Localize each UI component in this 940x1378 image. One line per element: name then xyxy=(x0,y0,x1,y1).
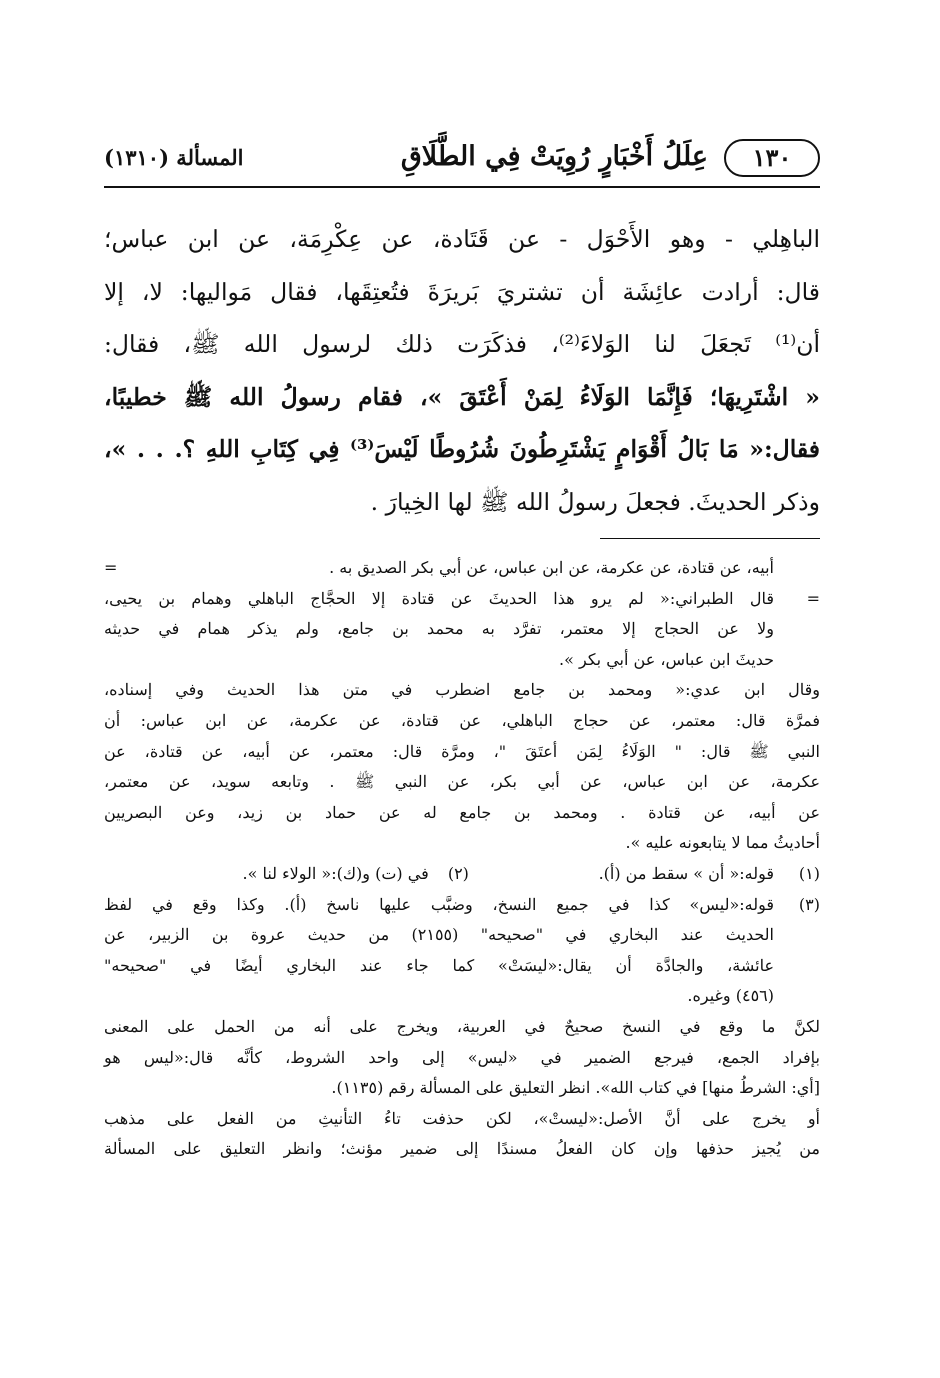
footnote-line: عن أبيه، عن قتادة . ومحمد بن جامع له عن حماد بن زيد، وعن البصريين xyxy=(104,802,820,822)
continuation-mark: = xyxy=(806,588,820,608)
footnote-1-2 xyxy=(104,859,820,890)
footnote-3-line: عائشة، والجادَّة أن يقال:«ليسَتْ» كما جاء عند البخاري أيضًا في "صحيحه" xyxy=(104,955,774,975)
footnote-line: وقال ابن عدي:« ومحمد بن جامع اضطرب في متن هذا الحديث وفي إسناده، xyxy=(104,680,820,700)
footnote-line: أحاديثُ مما لا يتابعونه عليه ». xyxy=(625,833,820,853)
continuation-mark: = xyxy=(104,558,118,577)
main-line: قال: أرادت عائِشَة أن تشتريَ بَريرَةَ فتُعتِقَها، فقال مَواليها: لا، إلا xyxy=(104,277,820,306)
footnote-2-marker: (٢) xyxy=(447,863,469,883)
footnote-continuation-line: من يُجيز حذفها وإن كان الفعلُ مسندًا إلى ضمير مؤنث؛ وانظر التعليق على المسألة xyxy=(104,1139,820,1159)
footnote-line xyxy=(104,584,820,615)
footnotes xyxy=(104,553,820,1165)
footnote-3-line: الحديث عند البخاري في "صحيحه" (٢١٥٥) من حديث عروة بن الزبير، عن xyxy=(104,925,774,945)
footnote-text: قال الطبراني:« لم يرو هذا الحديثَ عن قتادة إلا الحجَّاج الباهلي وهمام بن يحيى، xyxy=(104,588,774,608)
footnote-separator xyxy=(600,538,820,539)
main-line: فقال:« مَا بَالُ أَقْوَامٍ يَشْتَرِطُونَ شُرُوطًا لَيْسَ⁽³⁾ فِي كِتَابِ اللهِ ؟. . . »، xyxy=(104,435,820,463)
issue-label: المسألة (١٣١٠) xyxy=(104,145,244,170)
footnote-continuation-line: بإفراد الجمع، فيرجع الضمير في «ليس» إلى واحد الشروط، كأنَّه قال:«ليس هو xyxy=(104,1047,820,1067)
footnote-line: النبي ﷺ قال: " الوَلَاءُ لِمَن أعتَقَ "، ومرَّة قال: معتمر، عن أبيه، عن قتادة، عن xyxy=(104,741,820,761)
footnote-continuation-line: [أي: الشرطُ منها] في كتاب الله». انظر التعليق على المسألة رقم (١١٣٥). xyxy=(331,1078,820,1098)
footnote-2-text: في (ت) و(ك):« الولاء لنا ». xyxy=(242,863,429,883)
main-line: الباهِلي - وهو الأَحْوَل - عن قَتَادة، عن عِكْرِمَة، عن ابن عباس؛ xyxy=(104,225,820,253)
page-number: ١٣٠ xyxy=(724,139,820,177)
header-rule xyxy=(104,186,820,188)
footnote-line: فمرَّة قال: معتمر، عن حجاج الباهلي، عن قتادة، عن عكرمة، عن ابن عباس: أن xyxy=(104,710,820,730)
book-title: عِلَلُ أَخْبَارٍ رُوِيَتْ فِي الطَّلَاقِ xyxy=(400,141,708,172)
main-text xyxy=(104,213,820,528)
footnote-line: حديثَ ابن عباس، عن أبي بكر ». xyxy=(559,649,774,669)
footnote-text: قوله:«ليس» كذا في جميع النسخ، وضبَّب عليها ناسخ (أ). وكذا وقع في لفظ xyxy=(104,894,774,914)
footnote-line: عكرمة، عن ابن عباس، عن أبي بكر، عن النبي ﷺ . وتابعه سويد، عن معتمر، xyxy=(104,772,820,792)
footnote-text: أبيه، عن قتادة، عن عكرمة، عن ابن عباس، عن أبي بكر الصديق به . xyxy=(329,558,774,577)
footnote-3-line xyxy=(104,890,820,921)
footnote-continuation-line: أو يخرج على أنَّ الأصل:«ليستْ»، لكن حذفت تاءُ التأنيثِ من الفعل على مذهب xyxy=(104,1108,820,1128)
footnote-line: ولا عن الحجاج إلا معتمر، تفرَّد به محمد بن جامع، ولم يذكر همام في حديثه xyxy=(104,619,774,639)
footnote-continuation-line: لكنَّ ما وقع في النسخ صحيحٌ في العربية، ويخرج على أنه من الحمل على المعنى xyxy=(104,1016,820,1036)
main-line: « اشْتَرِيهَا؛ فَإِنَّمَا الوَلَاءُ لِمَنْ أَعْتَقَ »، فقام رسولُ الله ﷺ خطيبًا، xyxy=(104,382,820,411)
footnote-1-marker: (١) xyxy=(798,863,820,883)
page-header xyxy=(104,135,820,185)
footnote-1-text: قوله:« أن » سقط من (أ). xyxy=(598,863,774,883)
main-line: أن⁽¹⁾ تَجعَلَ لنا الوَلاءَ⁽²⁾، فذكَرَت ذلك لرسول الله ﷺ، فقال: xyxy=(104,330,820,358)
footnote-3-line: (٤٥٦) وغيره. xyxy=(687,986,774,1006)
footnote-line xyxy=(104,553,820,584)
footnote-3-marker: (٣) xyxy=(798,894,820,914)
main-line: وذكر الحديثَ. فجعلَ رسولُ الله ﷺ لها الخِيارَ . xyxy=(370,487,820,516)
